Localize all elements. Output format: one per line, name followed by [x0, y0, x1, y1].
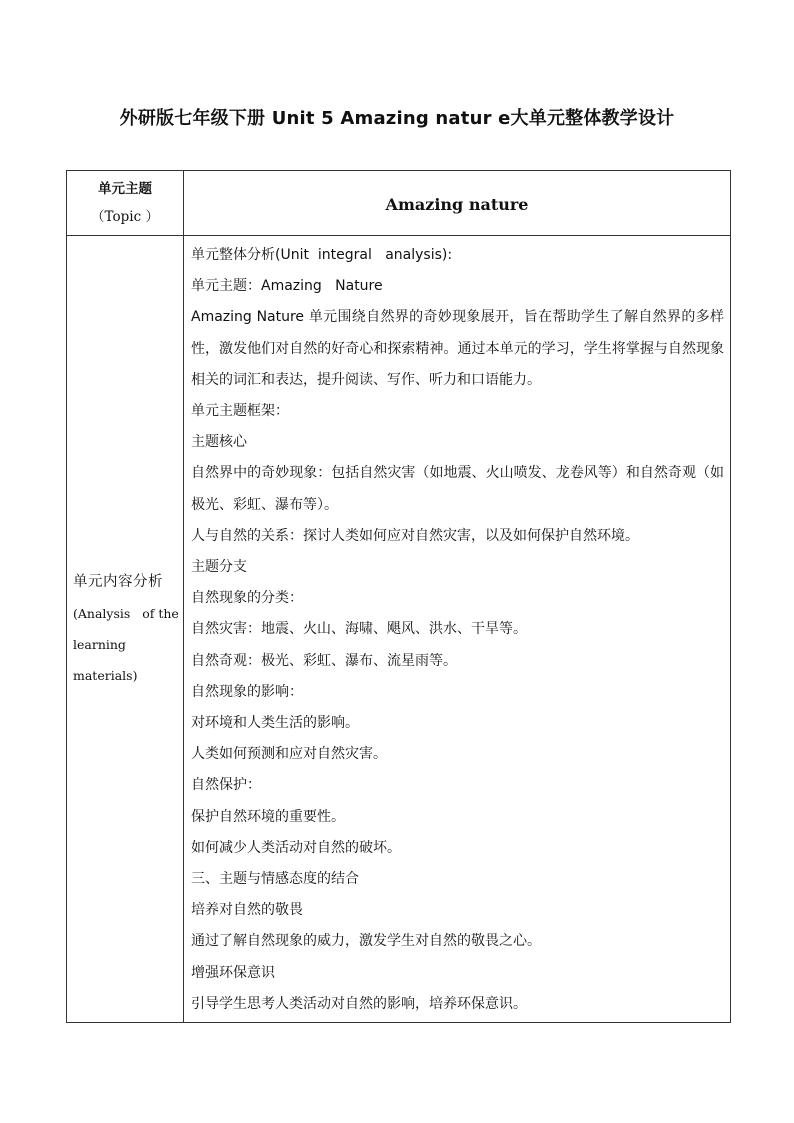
- analysis-label-en-3: materials): [73, 667, 138, 683]
- content-line-disasters: 自然灾害：地震、火山、海啸、飓风、洪水、干旱等。: [191, 621, 527, 638]
- content-line-eco-detail: 引导学生思考人类活动对自然的影响，培养环保意识。: [191, 995, 527, 1012]
- document-title: 外研版七年级下册 Unit 5 Amazing natur e大单元整体教学设计: [119, 108, 675, 129]
- content-paragraph-phenomena: 自然界中的奇妙现象：包括自然灾害（如地震、火山喷发、龙卷风等）和自然奇观（如极光、彩虹、瀑布等）。: [191, 465, 724, 513]
- topic-label-en: （Topic ）: [91, 209, 159, 225]
- content-line-overall-analysis: 单元整体分析(Unit integral analysis):: [191, 247, 453, 263]
- analysis-label-zh: 单元内容分析: [73, 573, 163, 590]
- analysis-label-cell: [67, 236, 184, 1023]
- unit-design-table: [66, 170, 731, 1023]
- content-line-wonders: 自然奇观：极光、彩虹、瀑布、流星雨等。: [191, 652, 457, 669]
- content-line-awe-detail: 通过了解自然现象的威力，激发学生对自然的敬畏之心。: [191, 933, 541, 950]
- analysis-content-cell: [184, 236, 731, 1023]
- content-line-protection: 自然保护：: [191, 777, 261, 794]
- content-line-framework: 单元主题框架：: [191, 403, 289, 420]
- content-line-unit-theme: 单元主题：Amazing Nature: [191, 278, 383, 295]
- content-line-awe: 培养对自然的敬畏: [191, 902, 303, 919]
- topic-value: Amazing nature: [184, 171, 731, 236]
- content-line-core: 主题核心: [191, 434, 247, 451]
- analysis-label-en-1: (Analysis of the: [73, 605, 179, 621]
- content-line-impacts: 自然现象的影响：: [191, 683, 303, 700]
- content-line-branches: 主题分支: [191, 559, 247, 576]
- content-line-predict: 人类如何预测和应对自然灾害。: [191, 746, 387, 763]
- analysis-label-en-2: learning: [73, 636, 126, 652]
- analysis-row: [67, 236, 731, 1023]
- content-line-reduce: 如何减少人类活动对自然的破坏。: [191, 839, 401, 856]
- topic-row: [67, 171, 731, 236]
- content-line-impact-life: 对环境和人类生活的影响。: [191, 715, 359, 732]
- topic-label-zh: 单元主题: [98, 181, 152, 197]
- content-line-emotion: 三、主题与情感态度的结合: [191, 871, 359, 888]
- content-line-human-nature: 人与自然的关系：探讨人类如何应对自然灾害，以及如何保护自然环境。: [191, 527, 639, 544]
- content-line-classification: 自然现象的分类：: [191, 590, 303, 607]
- content-line-eco: 增强环保意识: [191, 964, 275, 981]
- topic-label-cell: [67, 171, 184, 236]
- content-line-importance: 保护自然环境的重要性。: [191, 808, 345, 825]
- content-paragraph-intro: Amazing Nature 单元围绕自然界的奇妙现象展开，旨在帮助学生了解自然界的多样性，激发他们对自然的好奇心和探索精神。通过本单元的学习，学生将掌握与自然现象相关的词汇和表达，提升阅读、写作、听力和口语能力。: [191, 309, 724, 388]
